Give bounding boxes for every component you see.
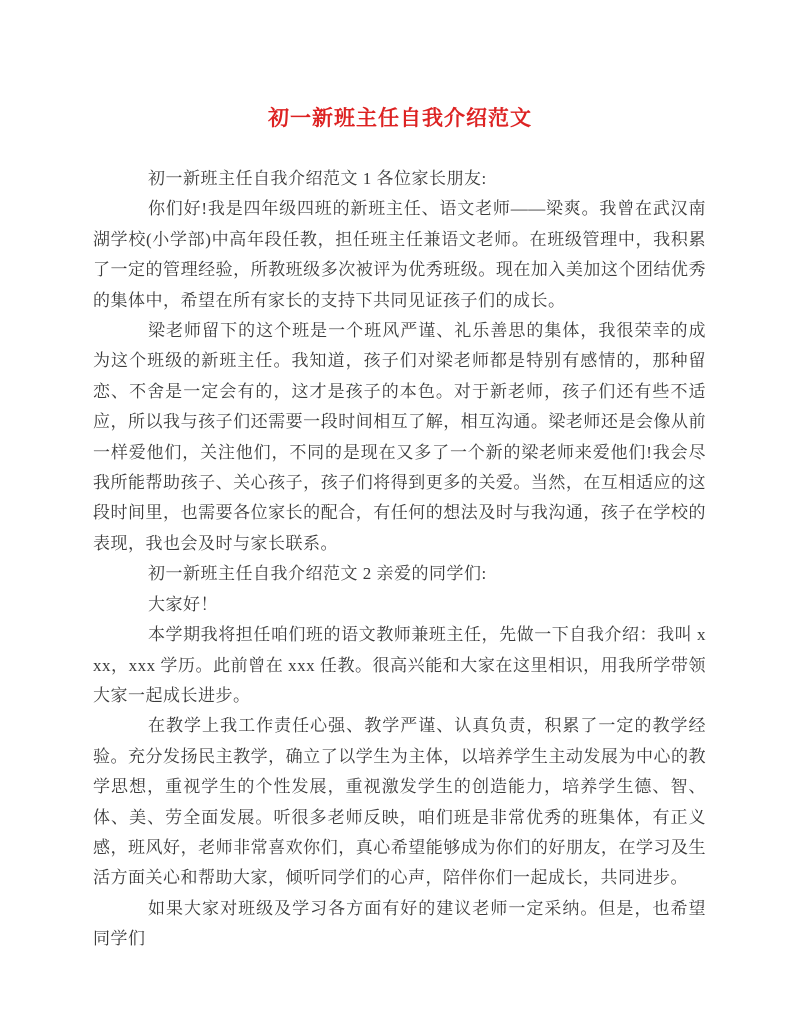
document-body [93,164,706,955]
document-paragraph: 大家好！ [148,594,218,614]
document-paragraph: 初一新班主任自我介绍范文 1 各位家长朋友: [148,169,487,188]
document-title: 初一新班主任自我介绍范文 [268,106,532,130]
document-paragraph: 初一新班主任自我介绍范文 2 亲爱的同学们: [148,564,487,584]
document-paragraph: 你们好!我是四年级四班的新班主任、语文老师——梁爽。我曾在武汉南湖学校(小学部)中高年段任教，担任班主任兼语文老师。在班级管理中，我积累了一定的管理经验，所教班级多次被评为优秀班级。现在加入美加这个团结优秀的集体中，希望在所有家长的支持下共同见证孩子们的成长。 [93,199,706,310]
document-paragraph: 梁老师留下的这个班是一个班风严谨、礼乐善思的集体，我很荣幸的成为这个班级的新班主任。我知道，孩子们对梁老师都是特别有感情的，那种留恋、不舍是一定会有的，这才是孩子的本色。对于新老师，孩子们还有些不适应，所以我与孩子们还需要一段时间相互了解，相互沟通。梁老师还是会像从前一样爱他们，关注他们，不同的是现在又多了一个新的梁老师来爱他们!我会尽我所能帮助孩子、关心孩子，孩子们将得到更多的关爱。当然，在互相适应的这段时间里，也需要各位家长的配合，有任何的想法及时与我沟通，孩子在学校的表现，我也会及时与家长联系。 [93,321,706,553]
document-paragraph: 本学期我将担任咱们班的语文教师兼班主任，先做一下自我介绍：我叫 xxx，xxx 学历。此前曾在 xxx 任教。很高兴能和大家在这里相识，用我所学带领大家一起成长进步。 [93,625,706,705]
document-paragraph: 在教学上我工作责任心强、教学严谨、认真负责，积累了一定的教学经验。充分发扬民主教学，确立了以学生为主体，以培养学生主动发展为中心的教学思想，重视学生的个性发展，重视激发学生的创造能力，培养学生德、智、体、美、劳全面发展。听很多老师反映，咱们班是非常优秀的班集体，有正义感，班风好，老师非常喜欢你们，真心希望能够成为你们的好朋友，在学习及生活方面关心和帮助大家，倾听同学们的心声，陪伴你们一起成长，共同进步。 [93,716,706,888]
document-paragraph: 如果大家对班级及学习各方面有好的建议老师一定采纳。但是，也希望同学们 [93,898,706,949]
